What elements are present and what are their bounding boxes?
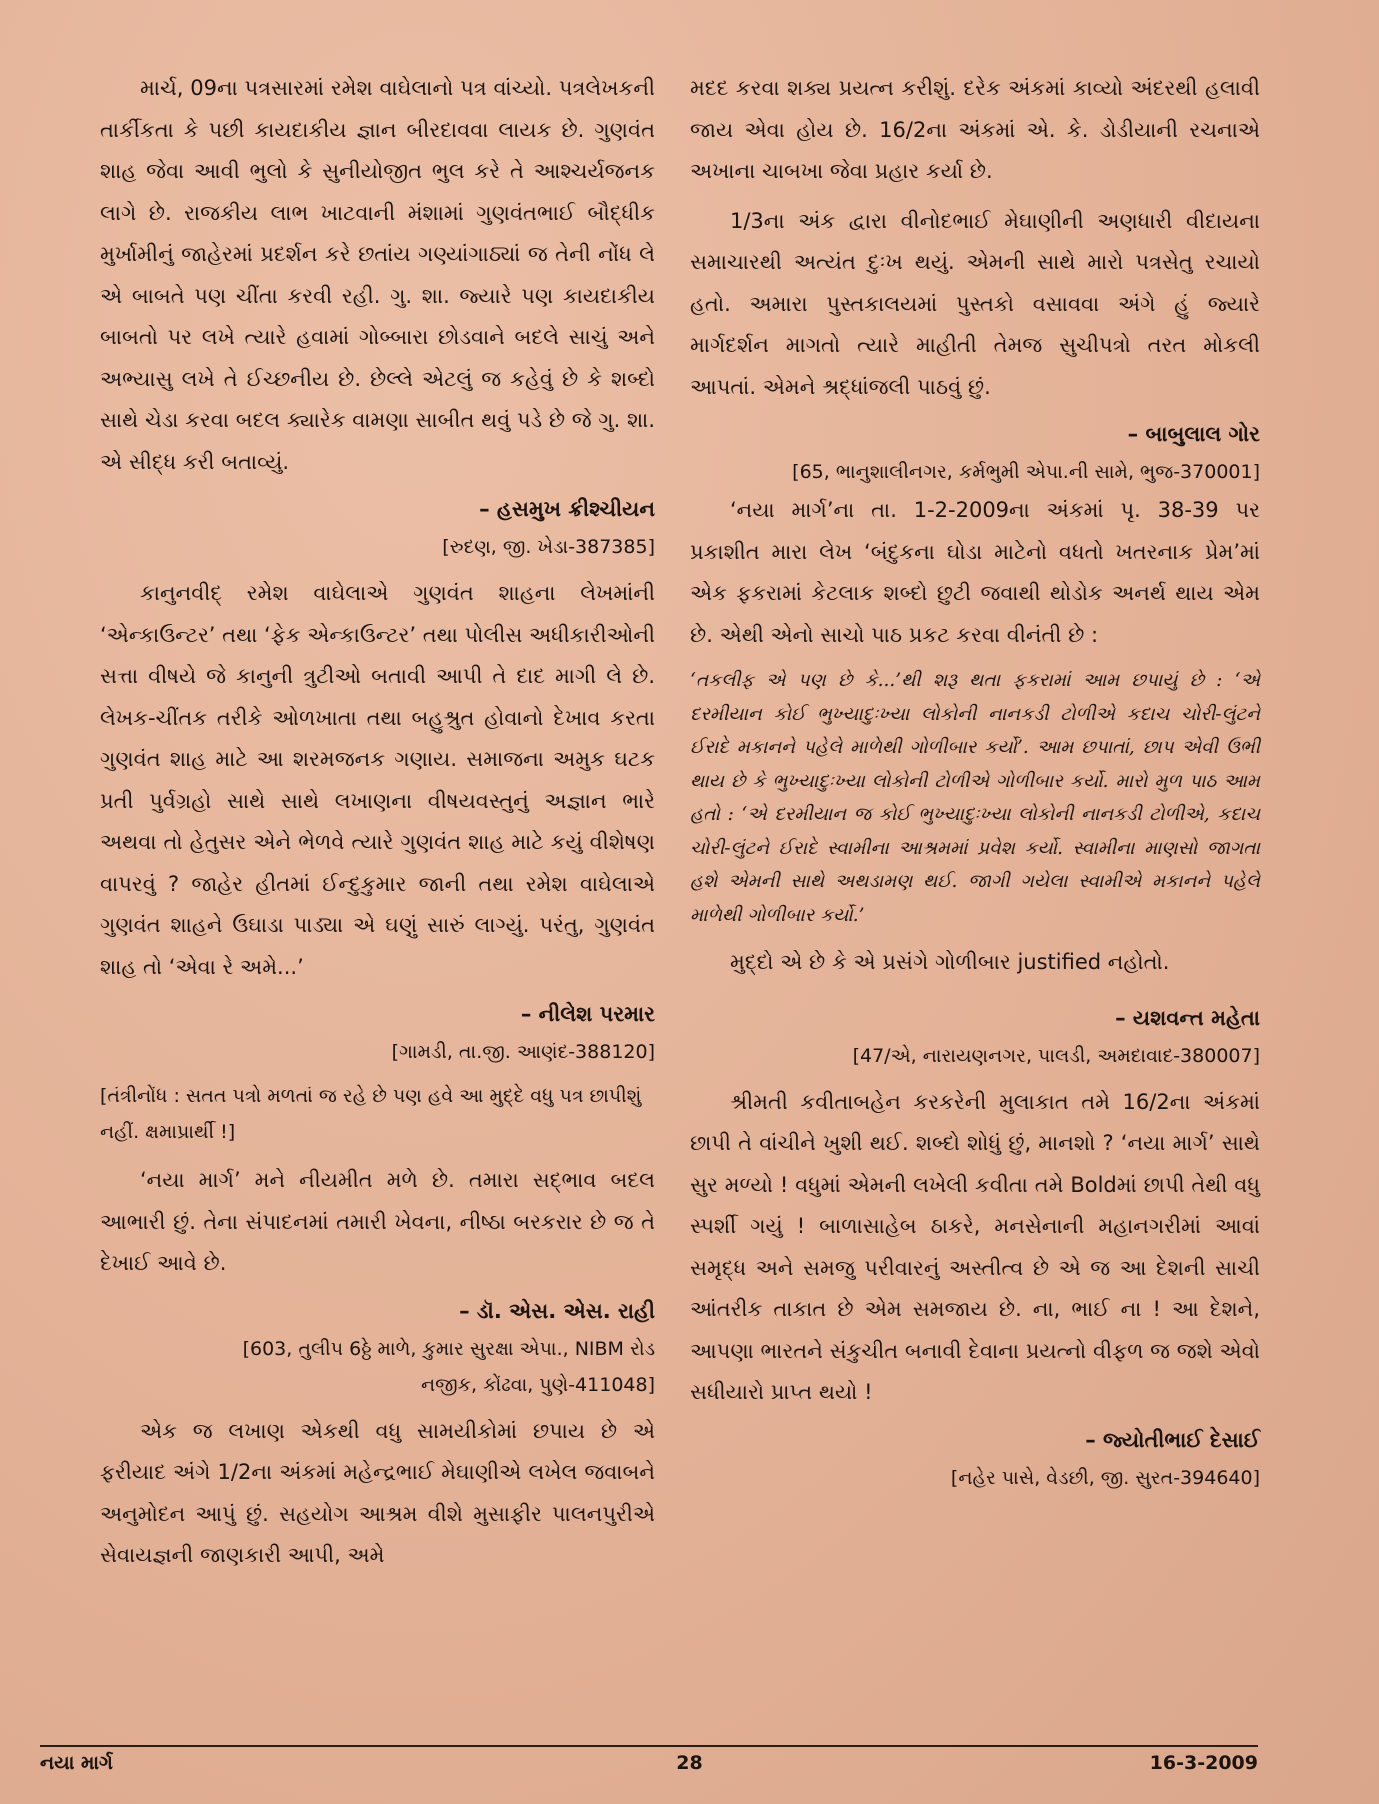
quoted-correction: ‘તકલીફ એ પણ છે કે...’થી શરૂ થતા ફકરામાં આમ છપાયું છે : ‘એ દરમીયાન કોઈ ભુખ્યાદુઃખ્યા લોકોની નાનકડી ટોળીએ કદાચ ચોરી-લુંટને ઈરાદે મકાનને પહેલે માળેથી ગોળીબાર કર્યો’. આમ છપાતાં, છાપ એવી ઉભી થાય છે કે ભુખ્યાદુઃખ્યા લોકોની ટોળીએ ગોળીબાર કર્યો. મારો મુળ પાઠ આમ હતો : ‘એ દરમીયાન જ કોઈ ભુખ્યાદુઃખ્યા લોકોની નાનકડી ટોળીએ, કદાચ ચોરી-લુંટને ઈરાદે સ્વામીના આશ્રમમાં પ્રવેશ કર્યો. સ્વામીના માણસો જાગતા હશે એમની સાથે અથડામણ થઈ. જાગી ગયેલા સ્વામીએ મકાનને પહેલે માળેથી ગોળીબાર કર્યો.’ xyxy=(690,670,1260,926)
letter-body: શ્રીમતી કવીતાબહેન કરકરેની મુલાકાત તમે 16/2ના અંકમાં છાપી તે વાંચીને ખુશી થઈ. શબ્દો શોધું છું, માનશો ? ‘નયા માર્ગ’ સાથે સુર મળ્યો ! વધુમાં એમની લખેલી કવીતા તમે Boldમાં છાપી તેથી વધુ સ્પર્શી ગયું ! બાળાસાહેબ ઠાકરે, મનસેનાની મહાનગરીમાં આવાં સમૃદ્ધ અને સમજુ પરીવારનું અસ્તીત્વ છે એ જ આ દેશની સાચી આંતરીક તાકાત છે એમ સમજાય છે. ના, ભાઈ ના ! આ દેશને, આપણા ભારતને સંકુચીત બનાવી દેવાના પ્રયત્નો વીફળ જ જશે એવો સધીયારો પ્રાપ્ત થયો ! xyxy=(690,1089,1260,1404)
letter-address: [ગામડી, તા.જી. આણંદ-388120] xyxy=(391,1041,655,1063)
letter-body-continued: મદદ કરવા શક્ય પ્રયત્ન કરીશું. દરેક અંકમાં કાવ્યો અંદરથી હલાવી જાય એવા હોય છે. 16/2ના અંકમાં એ. કે. ડોડીયાની રચનાએ અખાના ચાબખા જેવા પ્રહાર કર્યા છે. xyxy=(690,76,1260,183)
letter-signature: – નીલેશ પરમાર xyxy=(520,1002,655,1026)
letter-body: ‘નયા માર્ગ’ મને નીયમીત મળે છે. તમારા સદ્ભાવ બદલ આભારી છું. તેના સંપાદનમાં તમારી ખેવના, નીષ્ઠા બરકરાર છે જ તે દેખાઈ આવે છે. xyxy=(100,1168,655,1275)
letter-signature: – ડૉ. એસ. એસ. રાહી xyxy=(459,1298,655,1323)
right-column xyxy=(690,68,1260,1504)
letter-body: ‘નયા માર્ગ’ના તા. 1-2-2009ના અંકમાં પૃ. 38-39 પર પ્રકાશીત મારા લેખ ‘બંદુકના ઘોડા માટેનો વધતો ખતરનાક પ્રેમ’માં એક ફકરામાં કેટલાક શબ્દો છુટી જવાથી થોડોક અનર્થ થાય એમ છે. એથી એનો સાચો પાઠ પ્રકટ કરવા વીનંતી છે : xyxy=(690,498,1260,647)
footer-date: 16-3-2009 xyxy=(1149,1752,1258,1774)
letter-signature: – બાબુલાલ ગોર xyxy=(1127,422,1260,446)
letter-address-line1: [603, તુલીપ 6ઠ્ઠે માળે, કુમાર સુરક્ષા એપા., NIBM રોડ xyxy=(242,1337,655,1360)
letter-signature: – જ્યોતીભાઈ દેસાઈ xyxy=(1085,1427,1260,1452)
letter-address: [65, ભાનુશાલીનગર, કર્મભુમી એપા.ની સામે, ભુજ-370001] xyxy=(792,461,1260,483)
letter-body: એક જ લખાણ એકથી વધુ સામયીકોમાં છપાય છે એ ફરીયાદ અંગે 1/2ના અંકમાં મહેન્દ્રભાઈ મેઘાણીએ લખેલ જવાબને અનુમોદન આપું છું. સહયોગ આશ્રમ વીશે મુસાફીર પાલનપુરીએ સેવાયજ્ઞની જાણકારી આપી, અમે xyxy=(100,1418,655,1567)
left-column xyxy=(100,68,655,1577)
footer-page-number: 28 xyxy=(676,1752,703,1774)
footer-divider xyxy=(40,1745,1258,1747)
letter-body: 1/3ના અંક દ્વારા વીનોદભાઈ મેઘાણીની અણધારી વીદાયના સમાચારથી અત્યંત દુઃખ થયું. એમની સાથે મારો પત્રસેતુ રચાયો હતો. અમારા પુસ્તકાલયમાં પુસ્તકો વસાવવા અંગે હું જ્યારે માર્ગદર્શન માગતો ત્યારે માહીતી તેમજ સુચીપત્રો તરત મોકલી આપતાં. એમને શ્રદ્ધાંજલી પાઠવું છું. xyxy=(690,208,1260,399)
letter-signature: – હસમુખ ક્રીશ્ચીયન xyxy=(479,497,655,521)
letter-address: [નહેર પાસે, વેડછી, જી. સુરત-394640] xyxy=(950,1466,1260,1489)
editor-note: [તંત્રીનોંધ : સતત પત્રો મળતાં જ રહે છે પણ હવે આ મુદ્દે વધુ પત્ર છાપીશું નહીં. ક્ષમાપ્રાર્થી !] xyxy=(100,1085,642,1143)
letter-signature: – યશવન્ત મહેતા xyxy=(1115,1005,1260,1030)
letter-address: [47/એ, નારાયણનગર, પાલડી, અમદાવાદ-380007] xyxy=(852,1044,1260,1067)
letter-body: કાનુનવીદ્ રમેશ વાઘેલાએ ગુણવંત શાહના લેખમાંની ‘એન્કાઉન્ટર’ તથા ‘ફેક એન્કાઉન્ટર’ તથા પોલીસ અધીકારીઓની સત્તા વીષયે જે કાનુની ત્રુટીઓ બતાવી આપી તે દાદ માગી લે છે. લેખક-ચીંતક તરીકે ઓળખાતા તથા બહુશ્રુત હોવાનો દેખાવ કરતા ગુણવંત શાહ માટે આ શરમજનક ગણાય. સમાજના અમુક ઘટક પ્રતી પુર્વગ્રહો સાથે સાથે લખાણના વીષયવસ્તુનું અજ્ઞાન ભારે અથવા તો હેતુસર એને ભેળવે ત્યારે ગુણવંત શાહ માટે કયું વીશેષણ વાપરવું ? જાહેર હીતમાં ઈન્દુકુમાર જાની તથા રમેશ વાઘેલાએ ગુણવંત શાહને ઉઘાડા પાડ્યા એ ઘણું સારું લાગ્યું. પરંતુ, ગુણવંત શાહ તો ‘એવા રે અમે...’ xyxy=(100,581,655,979)
footer-magazine-name: નયા માર્ગ xyxy=(40,1752,113,1774)
letter-address-line2: નજીક, કોંઢવા, પુણે-411048] xyxy=(420,1373,655,1396)
letter-closing: મુદ્દો એ છે કે એ પ્રસંગે ગોળીબાર justified નહોતો. xyxy=(730,950,1170,974)
letter-address: [રુદણ, જી. ખેડા-387385] xyxy=(442,536,655,558)
letter-body: માર્ચ, 09ના પત્રસારમાં રમેશ વાઘેલાનો પત્ર વાંચ્યો. પત્રલેખકની તાર્કીકતા કે પછી કાયદાકીય જ્ઞાન બીરદાવવા લાયક છે. ગુણવંત શાહ જેવા આવી ભુલો કે સુનીયોજીત ભુલ કરે તે આશ્ચર્યજનક લાગે છે. રાજકીય લાભ ખાટવાની મંશામાં ગુણવંતભાઈ બૌદ્ધીક મુર્ખામીનું જાહેરમાં પ્રદર્શન કરે છતાંય ગણ્યાંગાઠ્યાં જ તેની નોંધ લે એ બાબતે પણ ચીંતા કરવી રહી. ગુ. શા. જ્યારે પણ કાયદાકીય બાબતો પર લખે ત્યારે હવામાં ગોબ્બારા છોડવાને બદલે સાચું અને અભ્યાસુ લખે તે ઈચ્છનીય છે. છેલ્લે એટલું જ કહેવું છે કે શબ્દો સાથે ચેડા કરવા બદલ ક્યારેક વામણા સાબીત થવું પડે છે જે ગુ. શા. એ સીદ્ધ કરી બતાવ્યું. xyxy=(100,76,655,474)
